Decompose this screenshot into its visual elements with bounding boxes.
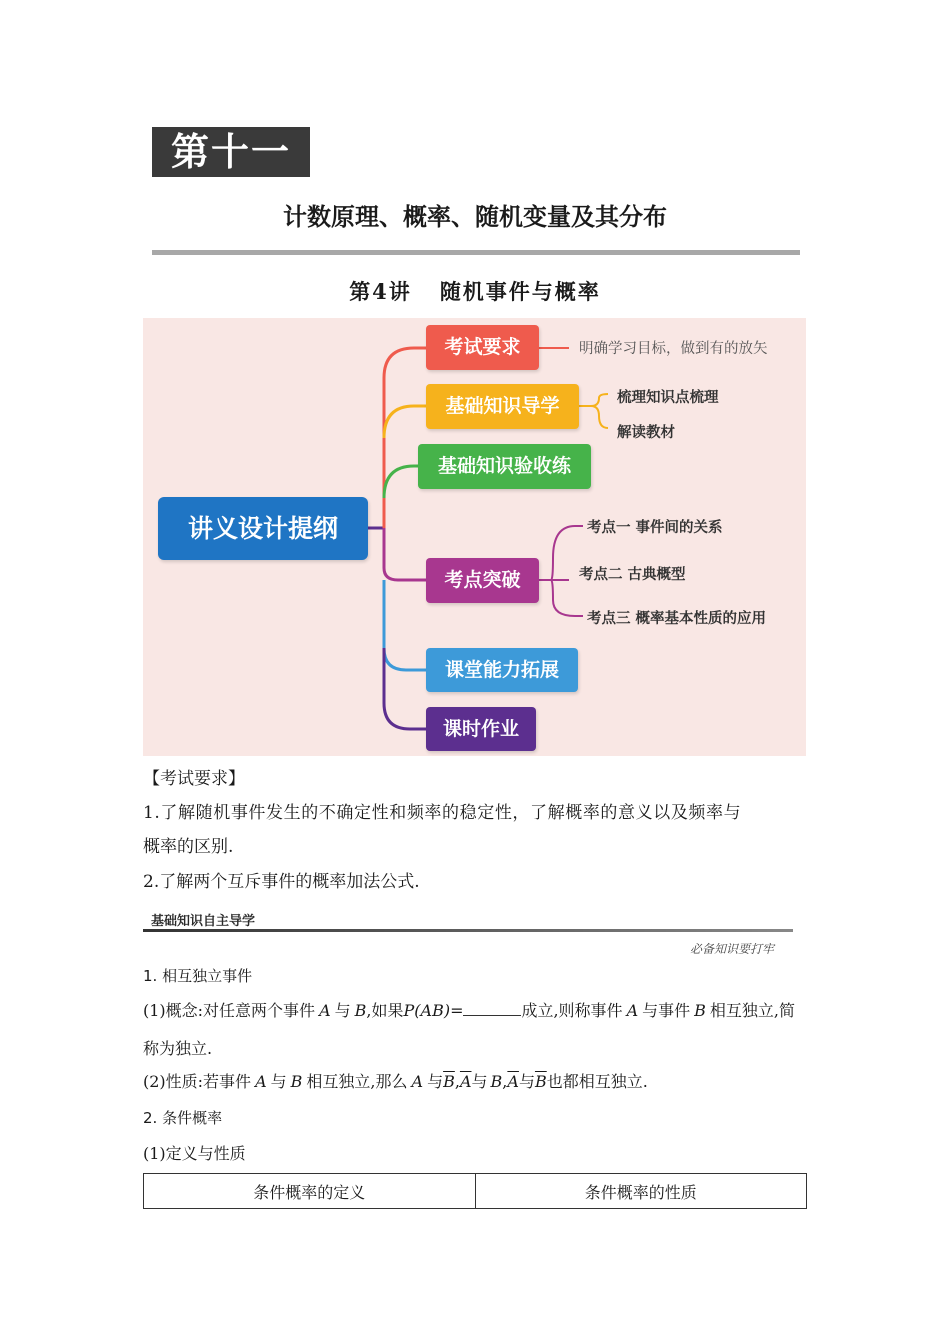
s1-concept-c: 成立,则称事件 [521,1001,623,1020]
event-a-bar: $\overline{A}$ [459,1072,472,1091]
chapter-title: 计数原理、概率、随机变量及其分布 [283,202,667,231]
lesson-number: 第4讲 [349,279,412,304]
s1-concept-b: ,如果 [366,1001,404,1020]
section-bar-title: 基础知识自主导学 [151,914,256,929]
mindmap-leaf-basics-1: 梳理知识点梳理 [617,390,719,406]
table-row [144,1174,807,1209]
event-b-bar-2: $\overline{B}$ [534,1072,547,1091]
s1-yu-6: 与 [518,1072,535,1091]
exam-heading: 【考试要求】 [143,769,245,789]
s1-concept-line-1 [143,998,795,1021]
s1-yu-5: 与 [471,1072,488,1091]
mindmap-branch-basics: 基础知识导学 [426,384,579,429]
mindmap-root: 讲义设计提纲 [158,497,368,560]
s1-yu-4: 与 [427,1072,444,1091]
chapter-label: 第十一章 [152,127,310,177]
s1-shijian: 事件 [658,1001,691,1020]
s1-prop-a: (2)性质:若事件 [143,1072,252,1091]
event-a-4: A [411,1072,424,1091]
mindmap-branch-homework: 课时作业 [426,707,536,751]
s1-heading: 1. 相互独立事件 [143,967,253,985]
mindmap-leaf-keypoint-3: 考点三 概率基本性质的应用 [587,611,767,627]
section-bar-subtitle: 必备知识要打牢 [690,942,775,956]
s2-heading: 2. 条件概率 [143,1109,223,1127]
s1-yu-3: 与 [270,1072,287,1091]
mindmap-branch-check: 基础知识验收练 [418,444,591,489]
mindmap-branch-exam: 考试要求 [426,325,539,370]
s1-comma-1: , [454,1072,460,1091]
mindmap-leaf-keypoint-1: 考点一 事件间的关系 [587,520,723,536]
lesson-name: 随机事件与概率 [439,279,601,304]
title-divider [152,250,800,255]
s1-property [143,1069,648,1092]
s1-eq: = [450,1001,464,1020]
prob-ab: P(AB) [403,1001,451,1020]
event-b: B [354,1001,367,1020]
exam-item-1-line-1: 1.了解随机事件发生的不确定性和频率的稳定性，了解概率的意义以及频率与 [143,803,742,823]
mindmap-leaf-keypoint-2: 考点二 古典概型 [579,567,686,583]
event-b-bar: $\overline{B}$ [443,1072,455,1091]
conditional-probability-table [143,1173,807,1209]
lesson-title [0,276,950,306]
s1-concept-line-2: 称为独立. [143,1039,213,1058]
s1-concept-d: 相互独立,简 [709,1001,796,1020]
event-b-3: B [290,1072,303,1091]
event-a-bar-2: $\overline{A}$ [507,1072,519,1091]
section-bar [143,908,793,934]
event-a: A [319,1001,331,1020]
event-a-2: A [626,1001,639,1020]
event-a-3: A [255,1072,267,1091]
mindmap-branch-extension: 课堂能力拓展 [426,648,578,692]
table-header-definition: 条件概率的定义 [144,1174,476,1209]
mindmap-leaf-basics-2: 解读教材 [617,425,675,441]
exam-item-1-line-2: 概率的区别. [143,837,234,857]
s1-comma-2: , [502,1072,508,1091]
s1-prop-end: 也都相互独立. [546,1072,648,1091]
table-header-property: 条件概率的性质 [475,1174,807,1209]
s1-concept-a: (1)概念:对任意两个事件 [143,1001,316,1020]
event-b-4: B [490,1072,503,1091]
s1-prop-b: 相互独立,那么 [306,1072,408,1091]
s1-yu: 与 [334,1001,351,1020]
outline-mindmap [143,318,806,756]
s1-yu-2: 与 [642,1001,659,1020]
answer-blank[interactable] [463,1001,521,1016]
mindmap-leaf-exam: 明确学习目标，做到有的放矢 [579,341,768,357]
section-bar-underline [143,929,793,932]
s2-sub: (1)定义与性质 [143,1144,246,1163]
mindmap-branch-keypoints: 考点突破 [426,558,539,603]
exam-item-2: 2.了解两个互斥事件的概率加法公式. [143,872,420,892]
event-b-2: B [694,1001,706,1020]
